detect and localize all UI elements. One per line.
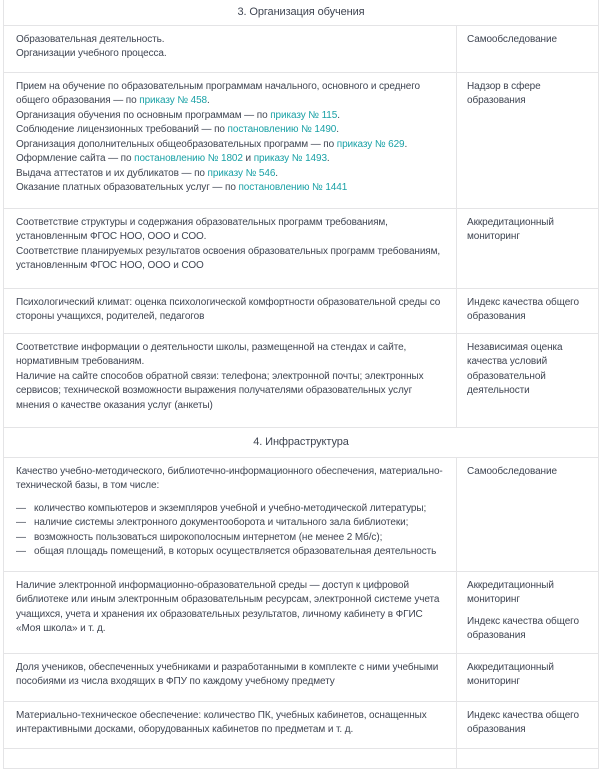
category-cell — [457, 701, 599, 748]
document-link[interactable]: постановлению № 1802 — [134, 153, 243, 164]
table-row — [4, 653, 599, 701]
category-cell — [457, 25, 599, 72]
bullet-marker: — — [16, 502, 26, 514]
paragraph: Соответствие информации о деятельности школы, размещенной на стендах и сайте, нормативным требованиям. — [16, 341, 407, 367]
category-cell — [457, 288, 599, 333]
document-link[interactable]: приказу № 629 — [336, 138, 405, 150]
bullet-text: возможность пользоваться широкополосным интернетом (не менее 2 Мб/с); — [34, 531, 383, 543]
paragraph: Оказание платных образовательных услуг — по постановлению № 1441 — [16, 182, 348, 193]
table-row — [4, 701, 599, 748]
category-cell — [457, 571, 599, 653]
paragraph: Доля учеников, обеспеченных учебниками и разработанными в комплекте с ними учебными пособиями из числа входящих в ФПУ по каждому учебному предмету — [16, 661, 439, 687]
paragraph: Организация дополнительных общеобразовательных программ — по приказу № 629. — [16, 138, 408, 150]
bullet-text: количество компьютеров и экземпляров учебной и учебно-методической литературы; — [34, 502, 427, 514]
criteria-cell — [4, 25, 457, 72]
bullet-item — [16, 502, 448, 517]
paragraph: Организации учебного процесса. — [16, 48, 167, 59]
category-label: Аккредитационный мониторинг — [467, 216, 554, 242]
criteria-cell — [4, 333, 457, 427]
paragraph: Оформление сайта — по постановлению № 1802 и приказу № 1493. — [16, 153, 330, 164]
section-header: 4. Инфраструктура — [4, 427, 599, 457]
criteria-cell — [4, 457, 457, 571]
category-label: Аккредитационный мониторинг — [467, 579, 554, 605]
paragraph: Качество учебно-методического, библиотечно-информационного обеспечения, материально-технической базы, в том числе: — [16, 465, 443, 491]
table-row — [4, 208, 599, 288]
table-row — [4, 25, 599, 72]
category-label: Индекс качества общего образования — [467, 296, 579, 322]
bullet-text: общая площадь помещений, в которых осуществляется образовательная деятельность — [34, 546, 437, 557]
section-header: 3. Организация обучения — [4, 0, 599, 25]
criteria-cell — [4, 288, 457, 333]
category-label: Независимая оценка качества условий образовательной деятельности — [467, 341, 563, 396]
document-link[interactable]: приказу № 546 — [207, 167, 276, 179]
criteria-table — [3, 0, 599, 769]
table-row — [4, 571, 599, 653]
bullet-item — [16, 531, 448, 546]
document-link[interactable]: приказу № 1493 — [253, 153, 327, 164]
category-cell — [457, 72, 599, 208]
bullet-text: наличие системы электронного документооборота и читального зала библиотеки; — [34, 517, 409, 528]
category-cell — [457, 748, 599, 768]
criteria-cell — [4, 748, 457, 768]
table-row — [4, 72, 599, 208]
category-label: Самообследование — [467, 33, 557, 45]
table-row — [4, 748, 599, 768]
document-link[interactable]: постановлению № 1490 — [227, 124, 337, 135]
section-header-row — [4, 0, 599, 25]
paragraph: Организация обучения по основным программам — по приказу № 115. — [16, 109, 340, 121]
paragraph: Наличие электронной информационно-образовательной среды — доступ к цифровой библиотеке или иным электронным образовательным ресурсам, электронной системе учета учащихся, учета и хранения их образовательных результатов, личному кабинету в ФГИС «Моя школа» и т. д. — [16, 579, 440, 634]
paragraph: Прием на обучение по образовательным программам начального, основного и среднего общего образования — по приказу № 458. — [16, 80, 421, 106]
criteria-cell — [4, 72, 457, 208]
category-cell — [457, 333, 599, 427]
category-cell — [457, 457, 599, 571]
section-header-row — [4, 427, 599, 457]
criteria-cell — [4, 701, 457, 748]
criteria-cell — [4, 653, 457, 701]
paragraph: Материально-техническое обеспечение: количество ПК, учебных кабинетов, оснащенных интерактивными досками, оборудованных кабинетов по предметам и т. д. — [16, 709, 427, 735]
bullet-marker: — — [16, 517, 26, 528]
paragraph: Образовательная деятельность. — [16, 33, 165, 45]
paragraph: Соответствие структуры и содержания образовательных программ требованиям, установленным ФГОС НОО, ООО и СОО. — [16, 216, 388, 242]
category-label: Надзор в сфере образования — [467, 80, 541, 106]
paragraph: Соблюдение лицензионных требований — по постановлению № 1490. — [16, 124, 339, 135]
paragraph: Психологический климат: оценка психологической комфортности образовательной среды со стороны учащихся, родителей, педагогов — [16, 296, 441, 322]
paragraph: Наличие на сайте способов обратной связи: телефона; электронной почты; электронных сервисов; технической возможности выражения получателями образовательных услуг мнения о качестве оказания услуг (анкеты) — [16, 370, 424, 411]
table-row — [4, 457, 599, 571]
category-label: Самообследование — [467, 465, 557, 477]
bullet-item — [16, 545, 448, 560]
document-link[interactable]: приказу № 115 — [270, 109, 338, 121]
bullet-marker: — — [16, 531, 26, 543]
paragraph: Выдача аттестатов и их дубликатов — по приказу № 546. — [16, 167, 278, 179]
table-row — [4, 333, 599, 427]
category-label: Аккредитационный мониторинг — [467, 661, 554, 687]
bullet-item — [16, 516, 448, 531]
criteria-cell — [4, 208, 457, 288]
paragraph: Соответствие планируемых результатов освоения образовательных программ требованиям, установленным ФГОС НОО, ООО и СОО — [16, 245, 441, 271]
category-label: Индекс качества общего образования — [467, 615, 579, 641]
table-row — [4, 288, 599, 333]
document-link[interactable]: приказу № 458 — [139, 95, 208, 106]
category-cell — [457, 653, 599, 701]
bullet-marker: — — [16, 546, 26, 557]
category-label: Индекс качества общего образования — [467, 709, 579, 735]
criteria-cell — [4, 571, 457, 653]
document-link[interactable]: постановлению № 1441 — [238, 182, 348, 193]
category-cell — [457, 208, 599, 288]
